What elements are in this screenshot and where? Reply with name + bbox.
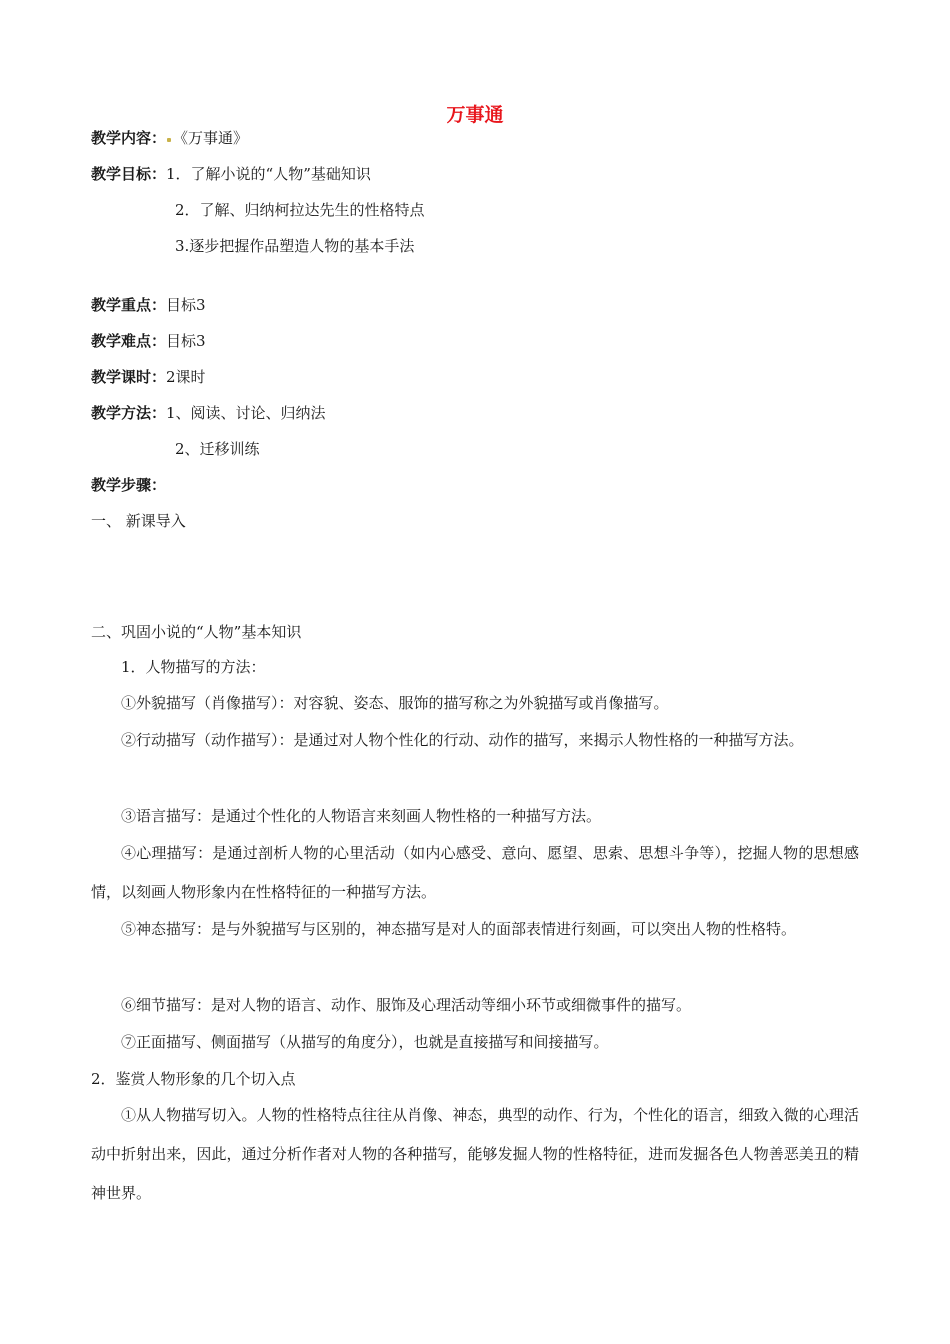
method-appearance: ①外貌描写（肖像描写）：对容貌、姿态、服饰的描写称之为外貌描写或肖像描写。 (121, 694, 669, 712)
method-detail: ⑥细节描写：是对人物的语言、动作、服饰及心理活动等细小环节或细微事件的描写。 (121, 996, 692, 1014)
difficulty-line (91, 331, 206, 351)
hours-value: 2课时 (166, 368, 206, 386)
marker-dot-icon (167, 138, 171, 142)
difficulty-value: 目标3 (166, 332, 206, 350)
steps-label: 教学步骤： (91, 476, 167, 494)
method-direct-indirect: ⑦正面描写、侧面描写（从描写的角度分），也就是直接描写和间接描写。 (121, 1033, 609, 1051)
methods-line (91, 403, 326, 423)
teaching-content-line (91, 128, 248, 148)
difficulty-label: 教学难点： (91, 332, 167, 350)
teaching-content-label: 教学内容： (91, 129, 167, 147)
document-title: 万事通 (446, 104, 504, 126)
method-2: 2、迁移训练 (175, 440, 260, 458)
entry-point-paragraph: ①从人物描写切入。人物的性格特点往往从肖像、神态，典型的动作、行为，个性化的语言，细致入微的心理活动中折射出来，因此，通过分析作者对人物的各种描写，能够发掘人物的性格特征，进而发掘各色人物善恶美丑的精神世界。 (91, 1106, 859, 1202)
section-1-heading: 1．人物描写的方法： (121, 658, 266, 676)
step-2-heading: 二、巩固小说的“人物”基本知识 (91, 623, 302, 641)
method-psychology: ④心理描写：是通过剖析人物的心里活动（如内心感受、意向、愿望、思索、思想斗争等），挖掘人物的思想感情，以刻画人物形象内在性格特征的一种描写方法。 (91, 844, 859, 901)
teaching-goals-line (91, 164, 371, 184)
method-expression: ⑤神态描写：是与外貌描写与区别的，神态描写是对人的面部表情进行刻画，可以突出人物的性格特。 (121, 920, 797, 938)
method-action: ②行动描写（动作描写）：是通过对人物个性化的行动、动作的描写，来揭示人物性格的一种描写方法。 (121, 731, 804, 749)
method-language: ③语言描写：是通过个性化的人物语言来刻画人物性格的一种描写方法。 (121, 807, 602, 825)
section-2-heading: 2．鉴赏人物形象的几个切入点 (91, 1070, 296, 1088)
methods-label: 教学方法： (91, 404, 167, 422)
teaching-goal-1: 1．了解小说的“人物”基础知识 (166, 165, 371, 183)
key-point-line (91, 295, 206, 315)
teaching-goal-3: 3.逐步把握作品塑造人物的基本手法 (175, 237, 415, 255)
key-point-label: 教学重点： (91, 296, 167, 314)
step-1-heading: 一、 新课导入 (91, 512, 186, 530)
method-1: 1、阅读、讨论、归纳法 (166, 404, 326, 422)
hours-label: 教学课时： (91, 368, 167, 386)
hours-line (91, 367, 206, 387)
key-point-value: 目标3 (166, 296, 206, 314)
teaching-goals-label: 教学目标： (91, 165, 167, 183)
teaching-content-value: 《万事通》 (173, 129, 249, 147)
teaching-goal-2: 2．了解、归纳柯拉达先生的性格特点 (175, 201, 425, 219)
